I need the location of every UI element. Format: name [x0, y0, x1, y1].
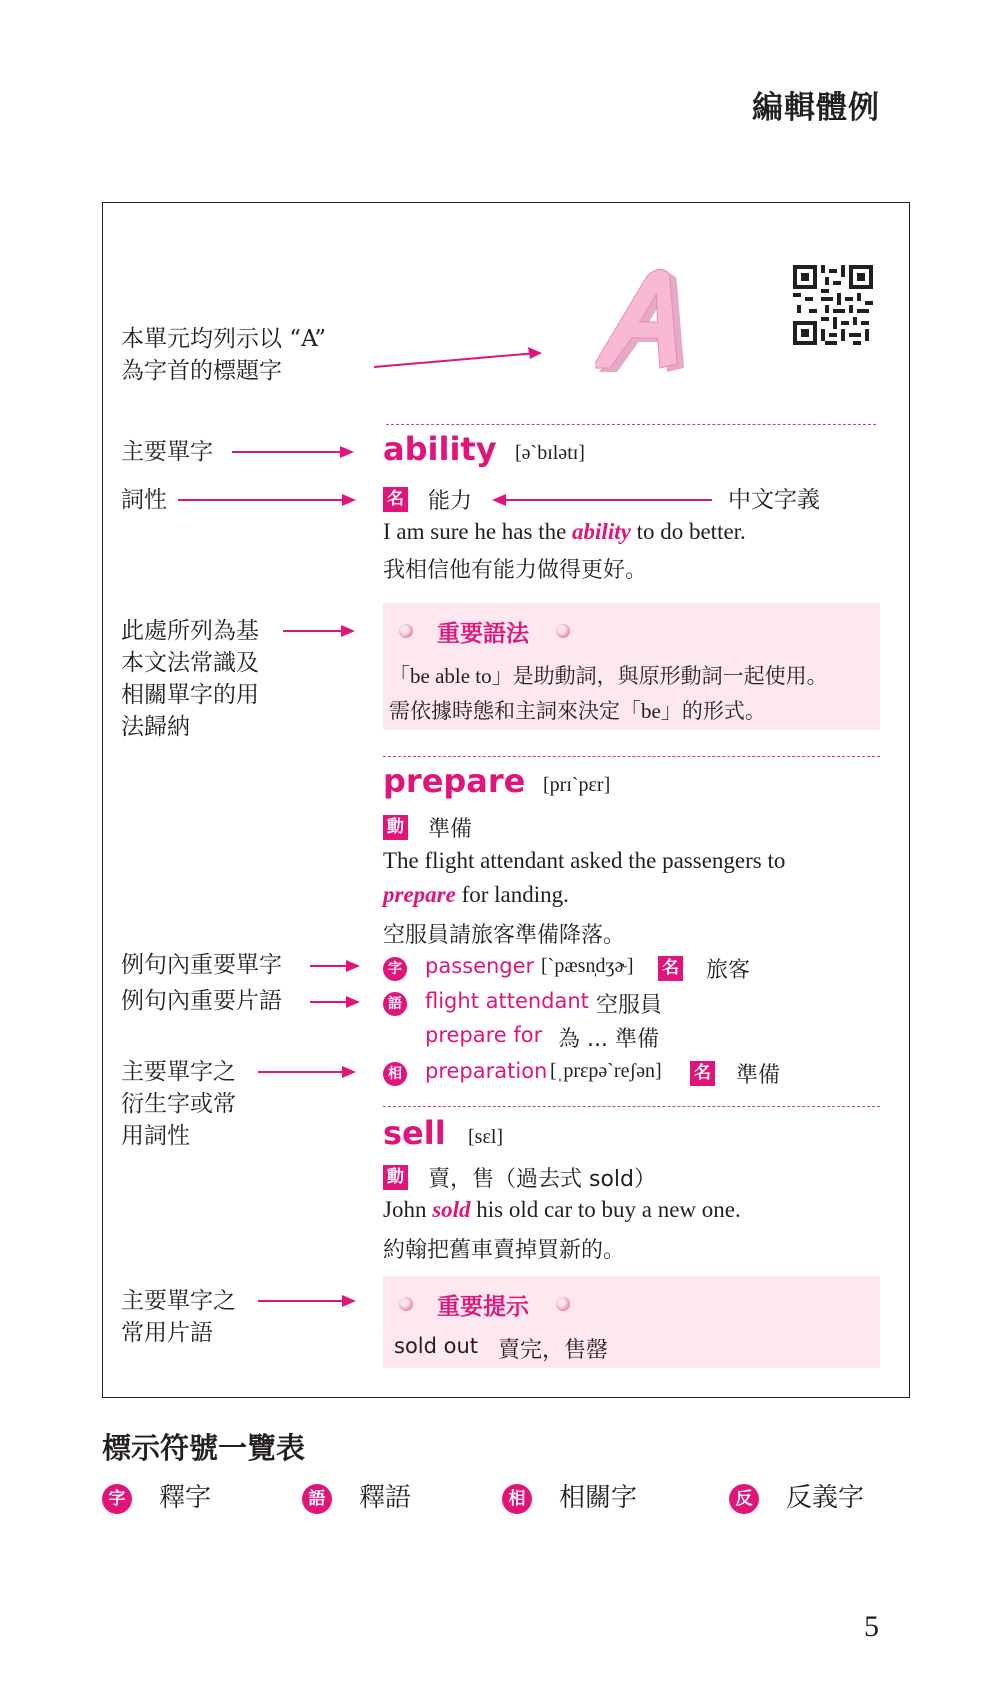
translation-ability: 我相信他有能力做得更好。 [383, 558, 648, 583]
label-example-phrase: 例句內重要片語 [121, 988, 282, 1014]
arrow-icon [310, 956, 365, 976]
sub-word-ipa: [`pæsn̩dʒɚ] [541, 955, 634, 977]
headword-prepare: prepare [383, 762, 526, 800]
ipa-sell: [sɛl] [468, 1126, 504, 1148]
sub-phrase-2: prepare for [425, 1023, 543, 1047]
translation-sell: 約翰把舊車賣掉買新的。 [383, 1238, 626, 1263]
bullet-dot-icon [399, 624, 413, 638]
label-grammar-3: 相關單字的用 [121, 682, 259, 708]
divider [386, 424, 876, 425]
divider [383, 756, 880, 757]
word-mark-badge: 字 [383, 957, 407, 981]
legend-mark-phrase: 語 [302, 1484, 332, 1514]
example-text: to do better. [630, 519, 746, 544]
related-mark-badge: 相 [383, 1062, 407, 1086]
phrase-mark-badge: 語 [383, 992, 407, 1016]
related-word: preparation [425, 1059, 548, 1083]
legend-title: 標示符號一覽表 [102, 1431, 306, 1465]
example-sell [383, 1197, 741, 1223]
legend-label-word: 釋字 [159, 1483, 212, 1513]
tip-meaning: 賣完，售罄 [498, 1338, 609, 1363]
example-text: for landing. [455, 882, 569, 907]
example-prepare-line-1: The flight attendant asked the passengers to [383, 848, 786, 873]
intro-label-1: 本單元均列示以 “A” [121, 326, 327, 352]
meaning-ability: 能力 [428, 489, 473, 514]
qr-code-icon [793, 265, 873, 345]
arrow-icon [490, 490, 715, 510]
label-phrase-2: 常用片語 [121, 1320, 213, 1346]
ipa-ability: [ə`bɪlətɪ] [515, 442, 585, 464]
arrow-icon [258, 1062, 363, 1082]
label-derived-3: 用詞性 [121, 1123, 190, 1149]
legend-label-antonym: 反義字 [786, 1483, 865, 1513]
translation-prepare: 空服員請旅客準備降落。 [383, 923, 626, 948]
grammar-box-title: 重要語法 [437, 621, 529, 647]
tip-box-title: 重要提示 [437, 1294, 529, 1320]
legend-mark-related: 相 [502, 1484, 532, 1514]
headword-ability: ability [383, 430, 497, 468]
meaning-sell: 賣，售（過去式 sold） [428, 1167, 656, 1192]
tip-phrase: sold out [394, 1334, 479, 1358]
pos-badge-noun: 名 [383, 487, 408, 512]
example-keyword: ability [572, 519, 631, 544]
label-derived-2: 衍生字或常 [121, 1091, 236, 1117]
example-text: I am sure he has the [383, 519, 573, 544]
example-keyword: prepare [383, 882, 456, 907]
ipa-prepare: [prɪ`pɛr] [543, 774, 611, 796]
example-keyword: sold [432, 1197, 471, 1222]
pos-badge-noun: 名 [690, 1061, 715, 1086]
example-text: John [383, 1197, 433, 1222]
legend-mark-antonym: 反 [729, 1484, 759, 1514]
arrow-icon [372, 345, 552, 375]
grammar-line-2: 需依據時態和主詞來決定「be」的形式。 [389, 699, 766, 723]
meaning-prepare: 準備 [428, 817, 473, 842]
divider [383, 1106, 880, 1107]
label-pos: 詞性 [121, 487, 167, 513]
sub-phrase-2-meaning: 為 ... 準備 [558, 1027, 659, 1052]
pos-badge-verb: 動 [383, 1165, 408, 1190]
intro-label-2: 為字首的標題字 [121, 358, 282, 384]
label-grammar-4: 法歸納 [121, 714, 190, 740]
pos-badge-verb: 動 [383, 815, 408, 840]
legend-mark-word: 字 [102, 1484, 132, 1514]
sub-phrase-1-meaning: 空服員 [596, 993, 663, 1018]
legend-label-related: 相關字 [559, 1483, 638, 1513]
sub-word: passenger [425, 954, 535, 978]
label-chinese-meaning: 中文字義 [728, 487, 820, 513]
bullet-dot-icon [399, 1297, 413, 1311]
letter-a-icon [595, 268, 715, 378]
grammar-line-1: 「be able to」是助動詞，與原形動詞一起使用。 [389, 664, 828, 688]
arrow-icon [310, 992, 365, 1012]
sub-phrase-1: flight attendant [425, 989, 589, 1013]
example-text: his old car to buy a new one. [470, 1197, 741, 1222]
related-ipa: [ˌprɛpə`reʃən] [550, 1060, 662, 1082]
related-meaning: 準備 [736, 1063, 781, 1088]
label-main-word: 主要單字 [121, 439, 213, 465]
arrow-icon [232, 442, 362, 462]
arrow-icon [283, 621, 363, 641]
label-example-word: 例句內重要單字 [121, 952, 282, 978]
headword-sell: sell [383, 1114, 446, 1152]
page-number: 5 [864, 1610, 879, 1643]
legend-label-phrase: 釋語 [359, 1483, 412, 1513]
label-derived-1: 主要單字之 [121, 1059, 236, 1085]
label-phrase-1: 主要單字之 [121, 1288, 236, 1314]
section-title: 編輯體例 [752, 90, 880, 126]
label-grammar-2: 本文法常識及 [121, 650, 259, 676]
bullet-dot-icon [556, 624, 570, 638]
pos-badge-noun: 名 [658, 956, 683, 981]
label-grammar-1: 此處所列為基 [121, 618, 259, 644]
arrow-icon [258, 1291, 363, 1311]
example-ability [383, 519, 746, 545]
sub-word-meaning: 旅客 [706, 958, 751, 983]
bullet-dot-icon [556, 1297, 570, 1311]
example-prepare-line-2 [383, 882, 569, 908]
arrow-icon [178, 490, 363, 510]
